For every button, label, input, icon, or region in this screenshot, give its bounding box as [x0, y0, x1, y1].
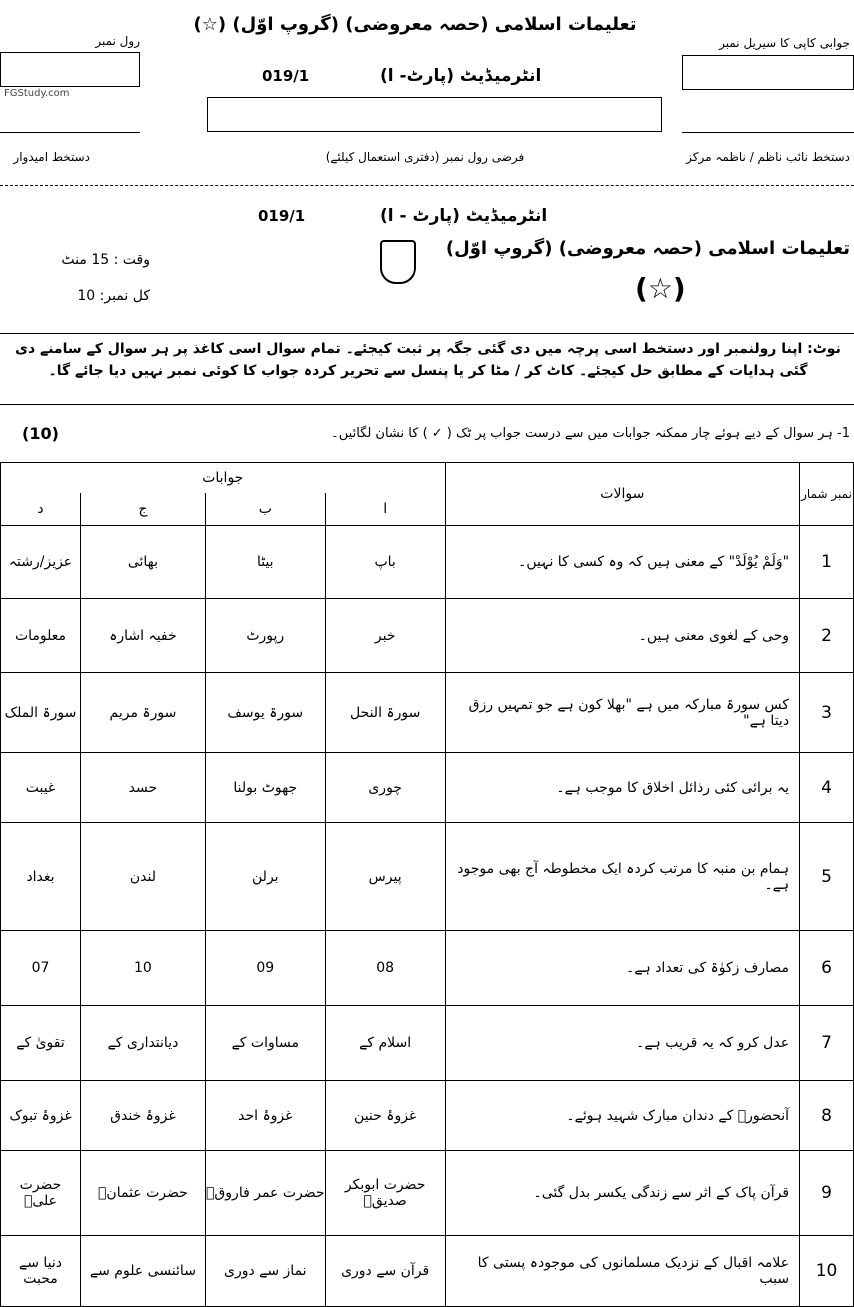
option-a[interactable]: حضرت ابوبکر صدیقؓ	[325, 1151, 445, 1236]
option-a[interactable]: باپ	[325, 526, 445, 599]
question-number: 5	[800, 823, 854, 931]
option-d[interactable]: سورۃ الملک	[1, 673, 81, 753]
question-number: 9	[800, 1151, 854, 1236]
option-d[interactable]: تقویٰ کے	[1, 1006, 81, 1081]
option-a[interactable]: خبر	[325, 599, 445, 673]
question-number: 8	[800, 1081, 854, 1151]
table-row	[1, 1151, 854, 1236]
question-text: عدل کرو کہ یہ قریب ہے۔	[445, 1006, 799, 1081]
board-logo	[380, 240, 416, 284]
subject-title-top: تعلیمات اسلامی (حصہ معروضی) (گروپ اوّل) (☆)	[193, 14, 637, 35]
option-b[interactable]: سورۃ یوسف	[205, 673, 325, 753]
option-b[interactable]: غزوۂ احد	[205, 1081, 325, 1151]
note-text: نوٹ: اپنا رولنمبر اور دستخط اسی پرچہ میں دی گئی جگہ پر ثبت کیجئے۔ تمام سوال اسی کاغذ پر ہر سوال کے سامنے دی گئی ہدایات کے مطابق حل کیجئے۔ کاٹ کر / مٹا کر یا پنسل سے تحریر کردہ جواب کا کوئی نمبر نہیں دیا جائے گا۔	[15, 341, 841, 379]
option-b[interactable]: نماز سے دوری	[205, 1236, 325, 1307]
header-answers: جوابات	[1, 463, 446, 493]
exam-title: انٹرمیڈیٹ (پارٹ - ا)	[380, 206, 548, 226]
option-b[interactable]: حضرت عمر فاروقؓ	[205, 1151, 325, 1236]
roll-no-field[interactable]	[0, 52, 140, 87]
table-row	[1, 1236, 854, 1307]
deputy-signature-label: دستخط نائب ناظم / ناظمہ مرکز	[686, 150, 850, 164]
option-d[interactable]: غزوۂ تبوک	[1, 1081, 81, 1151]
site-watermark: FGStudy.com	[4, 88, 70, 99]
option-b[interactable]: برلن	[205, 823, 325, 931]
option-d[interactable]: 07	[1, 931, 81, 1006]
answer-copy-serial-label: جوابی کاپی کا سیریل نمبر	[719, 36, 850, 50]
option-a[interactable]: سورۃ النحل	[325, 673, 445, 753]
mcq-table	[0, 462, 854, 1307]
option-d[interactable]: معلومات	[1, 599, 81, 673]
option-c[interactable]: 10	[81, 931, 206, 1006]
table-row	[1, 823, 854, 931]
option-b[interactable]: 09	[205, 931, 325, 1006]
option-a[interactable]: چوری	[325, 753, 445, 823]
option-a[interactable]: غزوۂ حنین	[325, 1081, 445, 1151]
question-text: قرآن پاک کے اثر سے زندگی یکسر بدل گئی۔	[445, 1151, 799, 1236]
table-row	[1, 1081, 854, 1151]
option-d[interactable]: عزیز/رشتہ	[1, 526, 81, 599]
paper-code-top: 019/1	[262, 67, 310, 85]
question-number: 1	[800, 526, 854, 599]
table-row	[1, 931, 854, 1006]
fictitious-roll-label: فرضی رول نمبر (دفتری استعمال کیلئے)	[325, 150, 525, 164]
option-b[interactable]: جھوٹ بولنا	[205, 753, 325, 823]
question-number: 4	[800, 753, 854, 823]
option-b[interactable]: مساوات کے	[205, 1006, 325, 1081]
time-label: وقت : 15 منٹ	[61, 252, 150, 268]
question-text: ہمام بن منبہ کا مرتب کردہ ایک مخطوطہ آج بھی موجود ہے۔	[445, 823, 799, 931]
option-c[interactable]: غزوۂ خندق	[81, 1081, 206, 1151]
option-d[interactable]: بغداد	[1, 823, 81, 931]
total-marks-mcq: (10)	[22, 424, 59, 443]
option-d[interactable]: حضرت علیؓ	[1, 1151, 81, 1236]
header-b: ب	[205, 493, 325, 526]
question-text: "وَلَمْ یُوْلَدْ" کے معنی ہیں کہ وہ کسی کا نہیں۔	[445, 526, 799, 599]
table-row	[1, 599, 854, 673]
option-b[interactable]: رپورٹ	[205, 599, 325, 673]
question-text: آنحضورؐ کے دندان مبارک شہید ہوئے۔	[445, 1081, 799, 1151]
option-c[interactable]: سائنسی علوم سے	[81, 1236, 206, 1307]
header-d: د	[1, 493, 81, 526]
question-number: 3	[800, 673, 854, 753]
option-d[interactable]: دنیا سے محبت	[1, 1236, 81, 1307]
header-a: ا	[325, 493, 445, 526]
option-c[interactable]: خفیہ اشارہ	[81, 599, 206, 673]
table-row	[1, 1006, 854, 1081]
question-number: 10	[800, 1236, 854, 1307]
roll-no-label: رول نمبر	[95, 34, 140, 48]
header-number: نمبر شمار	[800, 463, 854, 526]
table-row	[1, 673, 854, 753]
question-text: مصارف زکوٰۃ کی تعداد ہے۔	[445, 931, 799, 1006]
option-d[interactable]: غیبت	[1, 753, 81, 823]
question-text: وحی کے لغوی معنی ہیں۔	[445, 599, 799, 673]
subject-title: تعلیمات اسلامی (حصہ معروضی) (گروپ اوّل)	[445, 238, 850, 259]
question-number: 2	[800, 599, 854, 673]
option-a[interactable]: 08	[325, 931, 445, 1006]
exam-title-top: انٹرمیڈیٹ (پارٹ- ا)	[380, 66, 542, 86]
fictitious-roll-field[interactable]	[207, 97, 662, 132]
question-text: یہ برائی کئی رذائل اخلاق کا موجب ہے۔	[445, 753, 799, 823]
table-row	[1, 526, 854, 599]
question-number: 6	[800, 931, 854, 1006]
star-group: (☆)	[635, 272, 686, 305]
option-c[interactable]: لندن	[81, 823, 206, 931]
option-a[interactable]: پیرس	[325, 823, 445, 931]
table-row	[1, 753, 854, 823]
option-a[interactable]: قرآن سے دوری	[325, 1236, 445, 1307]
option-c[interactable]: دیانتداری کے	[81, 1006, 206, 1081]
instruction-text: 1- ہر سوال کے دیے ہوئے چار ممکنہ جوابات میں سے درست جواب پر ٹک ( ✓ ) کا نشان لگائیں۔	[331, 426, 850, 441]
option-c[interactable]: حسد	[81, 753, 206, 823]
question-text: علامہ اقبال کے نزدیک مسلمانوں کی موجودہ پستی کا سبب	[445, 1236, 799, 1307]
header-questions: سوالات	[445, 463, 799, 526]
paper-code: 019/1	[258, 207, 306, 225]
answer-copy-serial-field[interactable]	[682, 55, 854, 90]
option-c[interactable]: بھائی	[81, 526, 206, 599]
option-a[interactable]: اسلام کے	[325, 1006, 445, 1081]
header-c: ج	[81, 493, 206, 526]
candidate-signature-label: دستخط امیدوار	[13, 150, 90, 164]
option-c[interactable]: سورۃ مریم	[81, 673, 206, 753]
option-c[interactable]: حضرت عثمانؓ	[81, 1151, 206, 1236]
total-marks-label: کل نمبر: 10	[77, 288, 150, 304]
question-text: کس سورۃ مبارکہ میں ہے "بھلا کون ہے جو تمہیں رزق دیتا ہے"	[445, 673, 799, 753]
question-number: 7	[800, 1006, 854, 1081]
option-b[interactable]: بیٹا	[205, 526, 325, 599]
